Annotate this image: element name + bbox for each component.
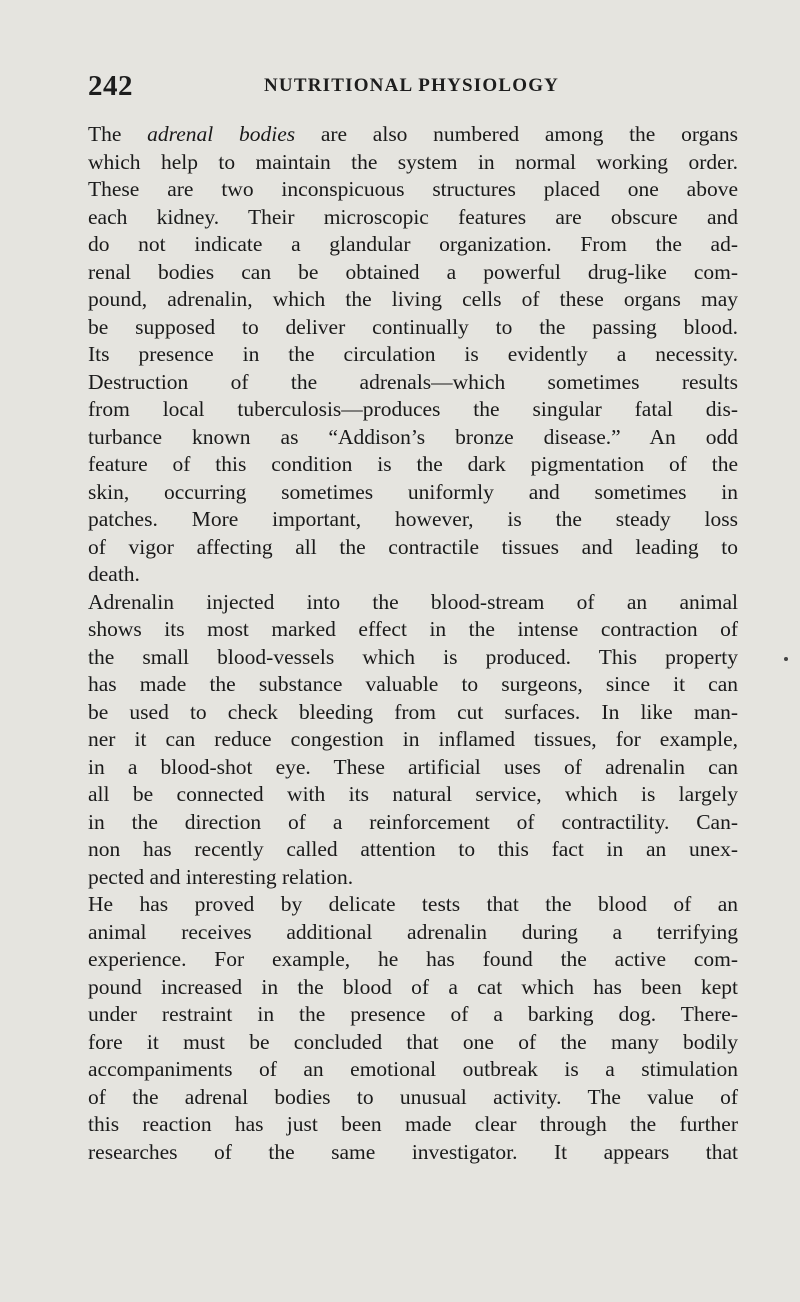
running-title: NUTRITIONAL PHYSIOLOGY	[264, 75, 560, 96]
text-line: Its presence in the circulation is evidently a necessity.	[88, 342, 738, 366]
text-line: patches. More important, however, is the steady loss	[88, 507, 738, 531]
page-number: 242	[88, 70, 133, 102]
text-line: this reaction has just been made clear through the further	[88, 1112, 738, 1136]
text-line: pound, adrenalin, which the living cells of these organs may	[88, 287, 738, 311]
line-text: are also numbered among the organs	[295, 122, 739, 146]
text-line: each kidney. Their microscopic features are obscure and	[88, 204, 738, 229]
text-line: be used to check bleeding from cut surfaces. In like man-	[88, 699, 738, 724]
text-line: in a blood-shot eye. These artificial uses of adrenalin can	[88, 754, 738, 779]
text-line: death.	[88, 562, 140, 586]
text-line: Adrenalin injected into the blood-stream of an animal	[88, 589, 738, 614]
line-text: The	[88, 122, 148, 146]
text-line: accompaniments of an emotional outbreak is a stimulation	[88, 1057, 738, 1081]
text-line: experience. For example, he has found the active com-	[88, 947, 738, 971]
text-line: skin, occurring sometimes uniformly and sometimes in	[88, 479, 738, 504]
text-line: researches of the same investigator. It appears that	[88, 1139, 738, 1164]
text-line: which help to maintain the system in normal working order.	[88, 149, 738, 174]
text-line: under restraint in the presence of a barking dog. There-	[88, 1002, 738, 1026]
text-line: of vigor affecting all the contractile tissues and leading to	[88, 534, 738, 559]
text-line: fore it must be concluded that one of the many bodily	[88, 1029, 738, 1054]
text-line: pound increased in the blood of a cat which has been kept	[88, 974, 738, 999]
text-line: of the adrenal bodies to unusual activity. The value of	[88, 1084, 738, 1109]
text-line: Destruction of the adrenals—which sometimes results	[88, 369, 738, 394]
text-line: ner it can reduce congestion in inflamed tissues, for example,	[88, 727, 738, 751]
text-line: feature of this condition is the dark pigmentation of the	[88, 452, 738, 476]
italic-term: adrenal bodies	[147, 122, 296, 146]
text-line: in the direction of a reinforcement of contractility. Can-	[88, 809, 738, 834]
text-line: turbance known as “Addison’s bronze disease.” An odd	[88, 424, 738, 449]
text-line: He has proved by delicate tests that the blood of an	[88, 892, 738, 916]
page-speck	[784, 657, 788, 661]
text-line: do not indicate a glandular organization. From the ad-	[88, 232, 738, 256]
text-line: pected and interesting relation.	[88, 864, 354, 889]
text-line: all be connected with its natural service, which is largely	[88, 782, 738, 806]
text-line: be supposed to deliver continually to the passing blood.	[88, 314, 738, 339]
text-line: non has recently called attention to this fact in an unex-	[88, 837, 738, 861]
text-line: These are two inconspicuous structures placed one above	[88, 177, 738, 201]
text-line: shows its most marked effect in the intense contraction of	[88, 617, 738, 641]
text-line: renal bodies can be obtained a powerful drug-like com-	[88, 259, 738, 284]
text-line: from local tuberculosis—produces the singular fatal dis-	[88, 397, 738, 421]
text-line	[88, 121, 738, 149]
text-line: has made the substance valuable to surgeons, since it can	[88, 672, 738, 696]
text-line: animal receives additional adrenalin during a terrifying	[88, 919, 738, 944]
text-line: the small blood-vessels which is produced. This property	[88, 644, 738, 669]
body-text	[88, 121, 738, 1166]
running-head	[88, 66, 738, 106]
